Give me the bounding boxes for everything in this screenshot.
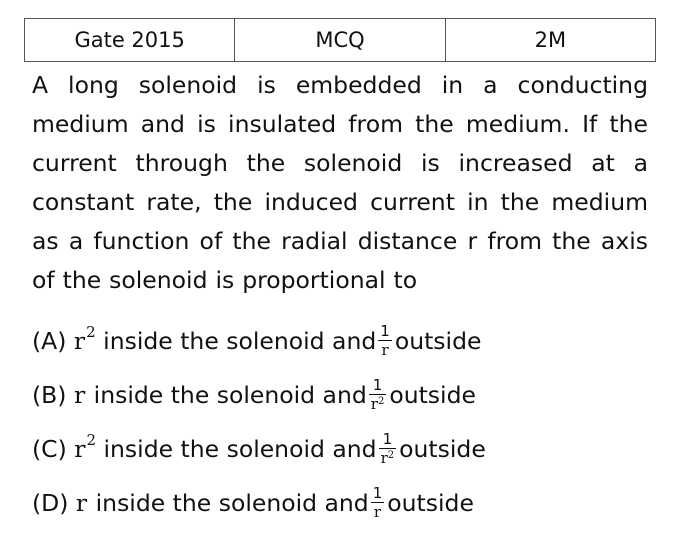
denominator-variable: r — [373, 503, 382, 521]
options-list — [32, 314, 652, 530]
denominator-variable: r — [380, 449, 388, 467]
exam-cell: Gate 2015 — [25, 19, 235, 62]
inside-exponent: 2 — [86, 323, 96, 341]
fraction-numerator: 1 — [372, 484, 383, 502]
option-label: (D) — [32, 489, 69, 517]
fraction-denominator — [372, 503, 383, 520]
question-text: A long solenoid is embedded in a conducting medium and is insulated from the medium. If the current through the solenoid is increased at a constant rate, the induced current in the medium as a function of the radial distance r from the axis of the solenoid is proportional to — [32, 71, 648, 294]
denominator-variable: r — [370, 395, 378, 413]
denominator-exponent: 2 — [387, 450, 395, 461]
fraction-numerator: 1 — [380, 322, 390, 340]
option-label: (A) — [32, 327, 67, 355]
option-d[interactable] — [32, 476, 652, 530]
outside-text: outside — [389, 381, 476, 409]
outside-text: outside — [394, 327, 482, 355]
outside-fraction — [378, 324, 392, 358]
inside-variable: r — [73, 327, 86, 355]
outside-text: outside — [399, 435, 486, 463]
inside-text: inside the solenoid and — [95, 489, 369, 517]
option-c[interactable] — [32, 422, 652, 476]
inside-text: inside the solenoid and — [93, 381, 367, 409]
outside-fraction — [369, 378, 387, 412]
option-label: (C) — [32, 435, 67, 463]
denominator-variable: r — [381, 341, 389, 359]
question-type-cell: MCQ — [235, 19, 445, 62]
inside-exponent: 2 — [86, 431, 97, 449]
option-a[interactable] — [32, 314, 652, 368]
inside-text: inside the solenoid and — [103, 327, 377, 355]
outside-fraction — [371, 486, 385, 520]
inside-variable: r — [73, 381, 86, 409]
fraction-numerator: 1 — [382, 430, 393, 448]
option-b[interactable] — [32, 368, 652, 422]
inside-variable: r — [74, 435, 86, 463]
marks-cell: 2M — [445, 19, 655, 62]
inside-variable: r — [75, 489, 88, 517]
outside-text: outside — [387, 489, 474, 517]
question-meta-table — [24, 18, 656, 62]
denominator-exponent: 2 — [377, 396, 385, 407]
outside-fraction — [379, 432, 397, 466]
fraction-numerator: 1 — [372, 376, 383, 394]
meta-row — [25, 19, 656, 62]
fraction-denominator — [379, 449, 397, 466]
fraction-denominator — [379, 341, 390, 358]
option-label: (B) — [32, 381, 67, 409]
inside-text: inside the solenoid and — [103, 435, 377, 463]
fraction-denominator — [369, 395, 387, 412]
